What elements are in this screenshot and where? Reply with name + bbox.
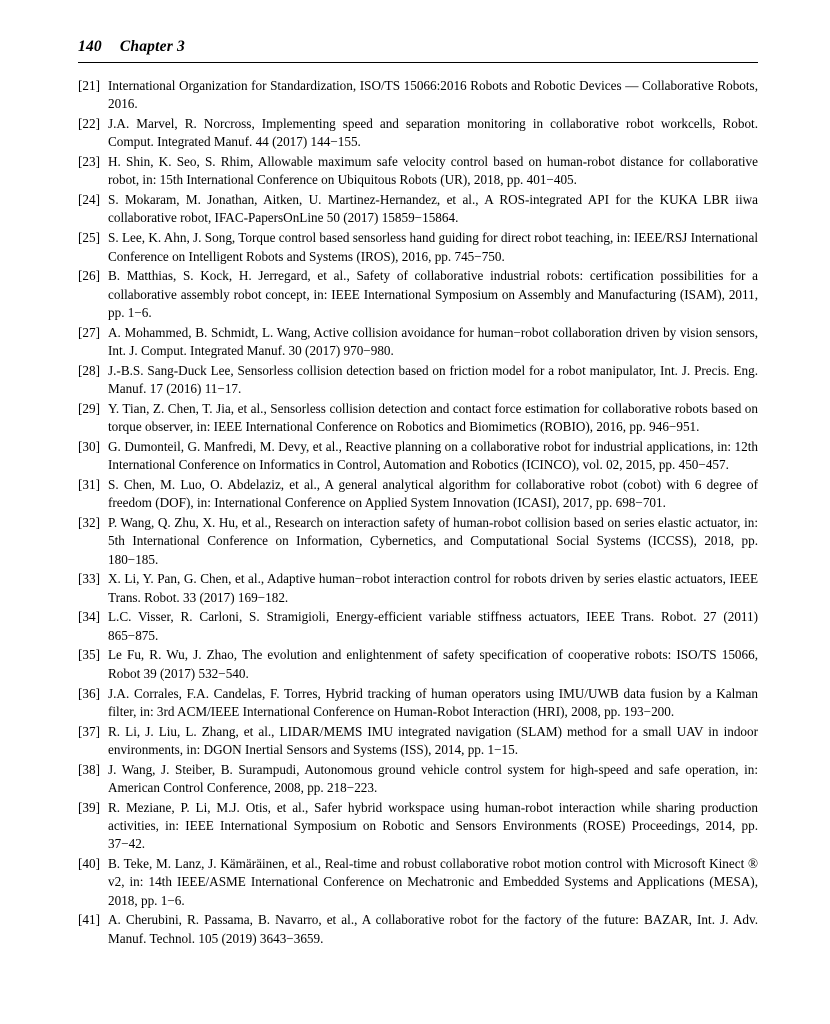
reference-text: J. Wang, J. Steiber, B. Surampudi, Autonomous ground vehicle control system for high-speed and safe operation, in: American Control Conference, 2008, pp. 218−223. [108,761,758,795]
reference-text: A. Cherubini, R. Passama, B. Navarro, et al., A collaborative robot for the factory of the future: BAZAR, Int. J. Adv. Manuf. Technol. 105 (2019) 3643−3659. [108,912,758,946]
reference-list [78,77,758,948]
reference-item [78,362,758,399]
reference-item [78,77,758,114]
reference-item [78,646,758,683]
reference-item [78,761,758,798]
reference-item [78,229,758,266]
reference-text: Le Fu, R. Wu, J. Zhao, The evolution and enlightenment of safety specification of cooperative robots: ISO/TS 15066, Robot 39 (2017) 532−540. [108,647,758,681]
reference-text: G. Dumonteil, G. Manfredi, M. Devy, et al., Reactive planning on a collaborative robot for industrial applications, in: 12th International Conference on Informatics in Control, Automation and Robotics (ICINCO), vol. 02, 2015, pp. 450−457. [108,438,758,473]
reference-item [78,799,758,854]
reference-number: [34] [78,609,100,625]
reference-item [78,324,758,361]
reference-item [78,400,758,437]
reference-text: International Organization for Standardization, ISO/TS 15066:2016 Robots and Robotic Devices — Collaborative Robots, 2016. [108,78,758,112]
reference-item [78,115,758,152]
reference-number: [32] [78,514,100,530]
reference-number: [22] [78,116,100,132]
reference-number: [33] [78,571,100,587]
reference-number: [38] [78,761,100,777]
reference-text: B. Matthias, S. Kock, H. Jerregard, et al., Safety of collaborative industrial robots: certification possibilities for a collaborative assembly robot concept, in: IEEE International Symposium on Assembly and Manufacturing (ISAM), 2011, pp. 1−6. [108,268,758,320]
reference-text: B. Teke, M. Lanz, J. Kämäräinen, et al., Real-time and robust collaborative robot motion control with Microsoft Kinect ® v2, in: 14th IEEE/ASME International Conference on Mechatronic and Embedded Systems and Applications (MESA), 2018, pp. 1−6. [108,856,758,908]
reference-item [78,685,758,722]
reference-item [78,911,758,948]
reference-text: S. Mokaram, M. Jonathan, Aitken, U. Martinez-Hernandez, et al., A ROS-integrated API for the KUKA LBR iiwa collaborative robot, IFAC-PapersOnLine 50 (2017) 15859−15864. [108,192,758,226]
reference-text: R. Li, J. Liu, L. Zhang, et al., LIDAR/MEMS IMU integrated navigation (SLAM) method for a small UAV in indoor environments, in: DGON Inertial Sensors and Systems (ISS), 2014, pp. 1−15. [108,723,758,757]
reference-item [78,514,758,569]
reference-number: [40] [78,856,100,872]
reference-item [78,723,758,760]
page-number: 140 [78,38,102,55]
reference-text: H. Shin, K. Seo, S. Rhim, Allowable maximum safe velocity control based on human-robot distance for collaborative robot, in: 15th International Conference on Ubiquitous Robots (UR), 2018, pp. 401−405. [108,154,758,188]
reference-number: [36] [78,685,100,701]
reference-item [78,608,758,645]
reference-number: [24] [78,192,100,208]
header-divider [78,62,758,63]
reference-item [78,153,758,190]
reference-text: S. Lee, K. Ahn, J. Song, Torque control based sensorless hand guiding for direct robot teaching, in: IEEE/RSJ International Conference on Intelligent Robots and Systems (IROS), 2016, pp. 745−750. [108,230,758,264]
reference-number: [26] [78,268,100,284]
reference-text: X. Li, Y. Pan, G. Chen, et al., Adaptive human−robot interaction control for robots driven by series elastic actuators, IEEE Trans. Robot. 33 (2017) 169−182. [108,571,758,605]
chapter-label: Chapter 3 [119,38,185,55]
reference-text: R. Meziane, P. Li, M.J. Otis, et al., Safer hybrid workspace using human-robot interaction while sharing production activities, in: IEEE International Symposium on Robotic and Sensors Environments (ROSE) Proceedings, 2014, pp. 37−42. [108,799,758,852]
reference-text: J.A. Marvel, R. Norcross, Implementing speed and separation monitoring in collaborative robot workcells, Robot. Comput. Integrated Manuf. 44 (2017) 144−155. [108,116,758,150]
reference-number: [37] [78,723,100,739]
reference-text: J.-B.S. Sang-Duck Lee, Sensorless collision detection based on friction model for a robot manipulator, Int. J. Precis. Eng. Manuf. 17 (2016) 11−17. [108,362,758,396]
reference-number: [25] [78,230,100,246]
reference-number: [31] [78,476,100,492]
reference-number: [28] [78,362,100,378]
reference-item [78,476,758,513]
reference-text: Y. Tian, Z. Chen, T. Jia, et al., Sensorless collision detection and contact force estimation for collaborative robots based on torque observer, in: IEEE International Conference on Robotics and Biomimetics (ROBIO), 2016, pp. 946−951. [108,400,758,435]
reference-item [78,855,758,910]
reference-item [78,267,758,322]
reference-number: [23] [78,154,100,170]
reference-text: P. Wang, Q. Zhu, X. Hu, et al., Research on interaction safety of human-robot collision based on series elastic actuator, in: 5th International Conference on Information, Cybernetics, and Computational Social Systems (ICCSS), 2018, pp. 180−185. [108,514,758,567]
reference-number: [41] [78,912,100,928]
reference-number: [30] [78,438,100,454]
page-header [78,38,758,56]
reference-item [78,191,758,228]
reference-item [78,570,758,607]
reference-number: [35] [78,647,100,663]
reference-number: [27] [78,324,100,340]
reference-number: [39] [78,799,100,815]
reference-number: [29] [78,400,100,416]
reference-text: J.A. Corrales, F.A. Candelas, F. Torres, Hybrid tracking of human operators using IMU/UWB data fusion by a Kalman filter, in: 3rd ACM/IEEE International Conference on Human-Robot Interaction (HRI), 2008, pp. 193−200. [108,685,758,719]
reference-text: S. Chen, M. Luo, O. Abdelaziz, et al., A general analytical algorithm for collaborative robot (cobot) with 6 degree of freedom (DOF), in: International Conference on Applied System Innovation (ICASI), 2017, pp. 698−701. [108,476,758,511]
reference-number: [21] [78,78,100,93]
reference-text: L.C. Visser, R. Carloni, S. Stramigioli, Energy-efficient variable stiffness actuators, IEEE Trans. Robot. 27 (2011) 865−875. [108,609,758,643]
reference-item [78,438,758,475]
reference-text: A. Mohammed, B. Schmidt, L. Wang, Active collision avoidance for human−robot collaboration driven by vision sensors, Int. J. Comput. Integrated Manuf. 30 (2017) 970−980. [108,324,758,358]
